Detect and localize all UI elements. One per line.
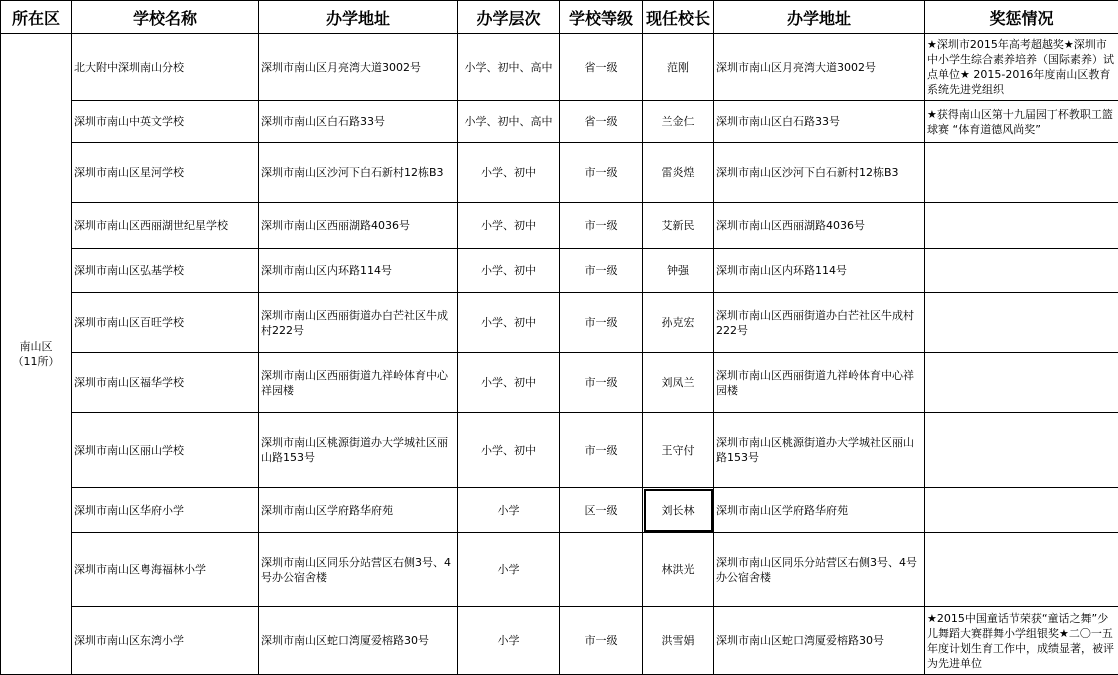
level-cell[interactable]: 小学、初中 bbox=[458, 353, 560, 413]
awards-cell[interactable] bbox=[925, 249, 1118, 293]
school-name-cell[interactable]: 深圳市南山区西丽湖世纪星学校 bbox=[72, 203, 259, 249]
level-cell[interactable]: 小学、初中 bbox=[458, 293, 560, 353]
level-cell[interactable]: 小学、初中 bbox=[458, 203, 560, 249]
grade-cell[interactable]: 省一级 bbox=[560, 101, 643, 143]
school-name-cell[interactable]: 深圳市南山中英文学校 bbox=[72, 101, 259, 143]
awards-cell[interactable] bbox=[925, 488, 1118, 533]
grade-cell[interactable] bbox=[560, 533, 643, 607]
district-name: 南山区 bbox=[19, 340, 53, 353]
table-row bbox=[1, 607, 1118, 675]
grade-cell[interactable]: 市一级 bbox=[560, 143, 643, 203]
header-level[interactable]: 办学层次 bbox=[458, 1, 560, 34]
level-cell[interactable]: 小学、初中、高中 bbox=[458, 34, 560, 101]
school-name-cell[interactable]: 深圳市南山区东湾小学 bbox=[72, 607, 259, 675]
school-name-cell[interactable]: 深圳市南山区粤海福林小学 bbox=[72, 533, 259, 607]
address-cell[interactable]: 深圳市南山区月亮湾大道3002号 bbox=[259, 34, 458, 101]
principal-cell[interactable]: 王守付 bbox=[643, 413, 714, 488]
address-cell[interactable]: 深圳市南山区内环路114号 bbox=[259, 249, 458, 293]
header-school-name[interactable]: 学校名称 bbox=[72, 1, 259, 34]
principal-cell[interactable]: 刘凤兰 bbox=[643, 353, 714, 413]
level-cell[interactable]: 小学、初中 bbox=[458, 249, 560, 293]
school-name-cell[interactable]: 深圳市南山区华府小学 bbox=[72, 488, 259, 533]
table-row bbox=[1, 101, 1118, 143]
grade-cell[interactable]: 市一级 bbox=[560, 353, 643, 413]
principal-value: 刘长林 bbox=[661, 503, 695, 517]
address-cell[interactable]: 深圳市南山区学府路华府苑 bbox=[259, 488, 458, 533]
address-2-cell[interactable]: 深圳市南山区月亮湾大道3002号 bbox=[714, 34, 925, 101]
school-name-cell[interactable]: 深圳市南山区福华学校 bbox=[72, 353, 259, 413]
address-2-cell[interactable]: 深圳市南山区沙河下白石新村12栋B3 bbox=[714, 143, 925, 203]
grade-cell[interactable]: 市一级 bbox=[560, 249, 643, 293]
grade-cell[interactable]: 市一级 bbox=[560, 607, 643, 675]
grade-cell[interactable]: 区一级 bbox=[560, 488, 643, 533]
level-cell[interactable]: 小学、初中、高中 bbox=[458, 101, 560, 143]
principal-cell[interactable]: 艾新民 bbox=[643, 203, 714, 249]
header-grade[interactable]: 学校等级 bbox=[560, 1, 643, 34]
address-2-cell[interactable]: 深圳市南山区蛇口湾厦爱榕路30号 bbox=[714, 607, 925, 675]
principal-cell-selected[interactable] bbox=[643, 488, 714, 533]
level-cell[interactable]: 小学 bbox=[458, 607, 560, 675]
address-cell[interactable]: 深圳市南山区同乐分站营区右侧3号、4号办公宿舍楼 bbox=[259, 533, 458, 607]
header-district[interactable]: 所在区 bbox=[1, 1, 72, 34]
principal-cell[interactable]: 雷炎煌 bbox=[643, 143, 714, 203]
awards-cell[interactable] bbox=[925, 413, 1118, 488]
grade-cell[interactable]: 市一级 bbox=[560, 293, 643, 353]
grade-cell[interactable]: 市一级 bbox=[560, 203, 643, 249]
principal-cell[interactable]: 林洪光 bbox=[643, 533, 714, 607]
awards-cell[interactable]: ★2015中国童话节荣获“童话之舞”少儿舞蹈大赛群舞小学组银奖★二〇一五年度计划生育工作中，成绩显著，被评为先进单位 bbox=[925, 607, 1118, 675]
table-row bbox=[1, 143, 1118, 203]
principal-cell[interactable]: 范刚 bbox=[643, 34, 714, 101]
fill-handle[interactable] bbox=[711, 530, 714, 533]
table-row bbox=[1, 488, 1118, 533]
table-row bbox=[1, 34, 1118, 101]
address-2-cell[interactable]: 深圳市南山区内环路114号 bbox=[714, 249, 925, 293]
header-address[interactable]: 办学地址 bbox=[259, 1, 458, 34]
table-row bbox=[1, 413, 1118, 488]
principal-cell[interactable]: 钟强 bbox=[643, 249, 714, 293]
address-cell[interactable]: 深圳市南山区西丽街道九祥岭体育中心祥园楼 bbox=[259, 353, 458, 413]
header-awards[interactable]: 奖惩情况 bbox=[925, 1, 1118, 34]
table-row bbox=[1, 293, 1118, 353]
table-row bbox=[1, 353, 1118, 413]
header-row bbox=[1, 1, 1118, 34]
awards-cell[interactable] bbox=[925, 293, 1118, 353]
header-address-2[interactable]: 办学地址 bbox=[714, 1, 925, 34]
table-row bbox=[1, 203, 1118, 249]
address-2-cell[interactable]: 深圳市南山区桃源街道办大学城社区丽山路153号 bbox=[714, 413, 925, 488]
principal-cell[interactable]: 洪雪娟 bbox=[643, 607, 714, 675]
address-cell[interactable]: 深圳市南山区蛇口湾厦爱榕路30号 bbox=[259, 607, 458, 675]
awards-cell[interactable] bbox=[925, 143, 1118, 203]
awards-cell[interactable] bbox=[925, 203, 1118, 249]
principal-cell[interactable]: 孙克宏 bbox=[643, 293, 714, 353]
address-2-cell[interactable]: 深圳市南山区西丽街道办白芒社区牛成村222号 bbox=[714, 293, 925, 353]
principal-cell[interactable]: 兰金仁 bbox=[643, 101, 714, 143]
school-name-cell[interactable]: 北大附中深圳南山分校 bbox=[72, 34, 259, 101]
grade-cell[interactable]: 市一级 bbox=[560, 413, 643, 488]
awards-cell[interactable]: ★获得南山区第十九届园丁杯教职工篮球赛 “体育道德风尚奖” bbox=[925, 101, 1118, 143]
school-name-cell[interactable]: 深圳市南山区百旺学校 bbox=[72, 293, 259, 353]
school-name-cell[interactable]: 深圳市南山区丽山学校 bbox=[72, 413, 259, 488]
level-cell[interactable]: 小学、初中 bbox=[458, 413, 560, 488]
awards-cell[interactable] bbox=[925, 533, 1118, 607]
awards-cell[interactable]: ★深圳市2015年高考超越奖★深圳市中小学生综合素养培养（国际素养）试点单位★ 2015-2016年度南山区教育系统先进党组织 bbox=[925, 34, 1118, 101]
awards-cell[interactable] bbox=[925, 353, 1118, 413]
school-name-cell[interactable]: 深圳市南山区弘基学校 bbox=[72, 249, 259, 293]
school-name-cell[interactable]: 深圳市南山区星河学校 bbox=[72, 143, 259, 203]
address-cell[interactable]: 深圳市南山区西丽街道办白芒社区牛成村222号 bbox=[259, 293, 458, 353]
district-count: （11所） bbox=[12, 355, 60, 368]
address-2-cell[interactable]: 深圳市南山区学府路华府苑 bbox=[714, 488, 925, 533]
address-cell[interactable]: 深圳市南山区桃源街道办大学城社区丽山路153号 bbox=[259, 413, 458, 488]
header-principal[interactable]: 现任校长 bbox=[643, 1, 714, 34]
address-cell[interactable]: 深圳市南山区沙河下白石新村12栋B3 bbox=[259, 143, 458, 203]
level-cell[interactable]: 小学 bbox=[458, 533, 560, 607]
district-cell[interactable] bbox=[1, 34, 72, 675]
address-2-cell[interactable]: 深圳市南山区白石路33号 bbox=[714, 101, 925, 143]
table-row bbox=[1, 249, 1118, 293]
address-cell[interactable]: 深圳市南山区西丽湖路4036号 bbox=[259, 203, 458, 249]
level-cell[interactable]: 小学 bbox=[458, 488, 560, 533]
address-2-cell[interactable]: 深圳市南山区西丽湖路4036号 bbox=[714, 203, 925, 249]
table-row bbox=[1, 533, 1118, 607]
address-2-cell[interactable]: 深圳市南山区同乐分站营区右侧3号、4号办公宿舍楼 bbox=[714, 533, 925, 607]
address-2-cell[interactable]: 深圳市南山区西丽街道九祥岭体育中心祥园楼 bbox=[714, 353, 925, 413]
grade-cell[interactable]: 省一级 bbox=[560, 34, 643, 101]
level-cell[interactable]: 小学、初中 bbox=[458, 143, 560, 203]
address-cell[interactable]: 深圳市南山区白石路33号 bbox=[259, 101, 458, 143]
